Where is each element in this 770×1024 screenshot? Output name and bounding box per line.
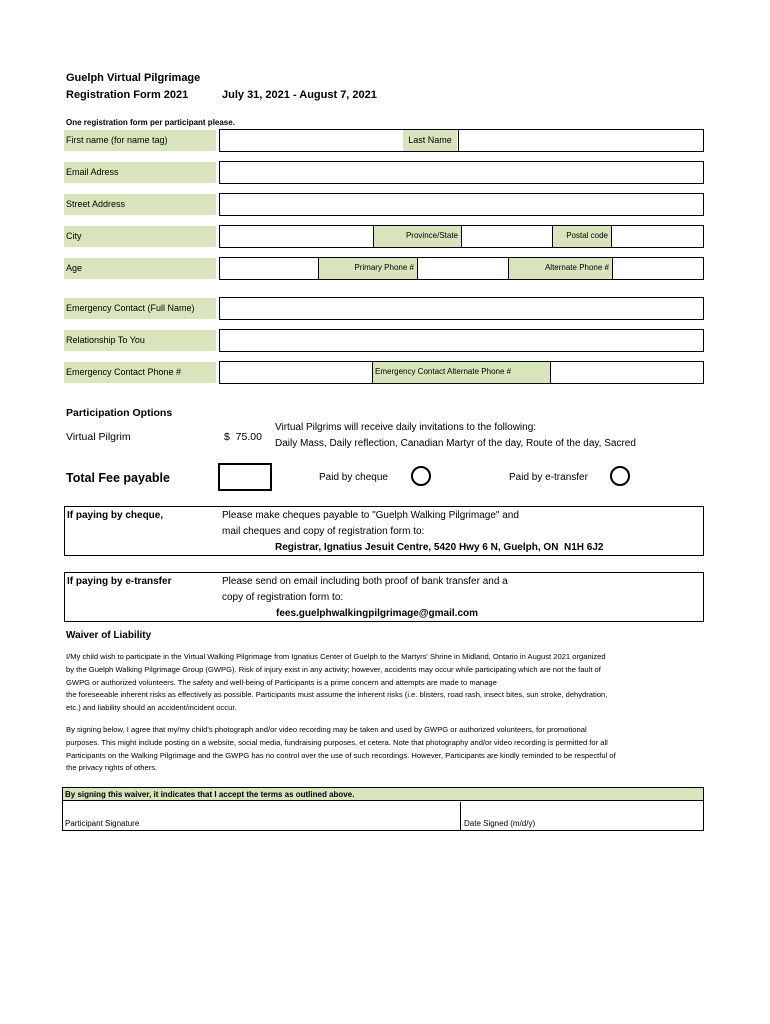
etransfer-line-2: copy of registration form to: [222, 592, 344, 603]
waiver-line: the foreseeable inherent risks as effectively as possible. Participants must assume the inherent risks (i.e. blisters, road rash, insect bites, sun stroke, dehydration, [66, 690, 608, 700]
date-signed-field[interactable] [461, 802, 703, 830]
signature-table [62, 787, 704, 831]
org-title: Guelph Virtual Pilgrimage [66, 72, 201, 84]
participant-signature-field[interactable] [63, 802, 461, 830]
participation-desc-2: Daily Mass, Daily reflection, Canadian Martyr of the day, Route of the day, Sacred [275, 438, 636, 449]
emergency-phone-label: Emergency Contact Phone # [64, 362, 216, 383]
waiver-heading: Waiver of Liability [66, 630, 152, 641]
waiver-line: GWPG or authorized volunteers. The safety and well-being of Participants is a prime concern and attempts are made to manage [66, 677, 497, 687]
postal-field[interactable] [613, 226, 703, 247]
cheque-address: Registrar, Ignatius Jesuit Centre, 5420 Hwy 6 N, Guelph, ON N1H 6J2 [275, 542, 604, 553]
paid-cheque-label: Paid by cheque [319, 472, 388, 483]
emergency-contact-field[interactable] [219, 297, 704, 320]
cheque-line-2: mail cheques and copy of registration form to: [222, 526, 425, 537]
participation-price: $ 75.00 [224, 431, 262, 443]
primary-phone-field[interactable] [419, 258, 507, 279]
waiver-line: By signing below, I agree that my/my child's photograph and/or video recording may be taken and used by GWPG or authorized volunteers, for promotional [66, 725, 587, 734]
participant-signature-label: Participant Signature [65, 819, 140, 828]
event-dates: July 31, 2021 - August 7, 2021 [222, 89, 377, 101]
waiver-line: the privacy rights of others. [66, 763, 158, 773]
first-name-field[interactable] [219, 129, 704, 152]
paid-cheque-radio[interactable] [411, 466, 431, 486]
cheque-panel [64, 506, 704, 556]
form-title: Registration Form 2021 [66, 89, 189, 101]
email-field[interactable] [219, 161, 704, 184]
street-label: Street Address [64, 194, 216, 215]
postal-label: Postal code [552, 226, 612, 247]
alternate-phone-label: Alternate Phone # [508, 258, 613, 279]
waiver-line: etc.) and liability should an accident/incident occur. [66, 703, 237, 713]
email-label: Email Adress [64, 162, 216, 183]
emergency-alt-phone-label: Emergency Contact Alternate Phone # [372, 362, 551, 383]
waiver-line: I/My child wish to participate in the Virtual Walking Pilgrimage from Ignatius Center of Guelph to the Martyrs' Shrine in Midland, Ontario in August 2021 organized [66, 652, 606, 661]
city-label: City [64, 226, 216, 247]
primary-phone-label: Primary Phone # [318, 258, 418, 279]
paid-etransfer-radio[interactable] [610, 466, 630, 486]
participation-desc-1: Virtual Pilgrims will receive daily invitations to the following: [275, 422, 537, 433]
waiver-line: Participants on the Walking Pilgrimage and the GWPG has no control over the use of such recordings. However, Participants are kindly reminded to be respectful of [66, 750, 616, 760]
etransfer-label: If paying by e-transfer [67, 576, 172, 587]
province-field[interactable] [463, 226, 551, 247]
street-field[interactable] [219, 193, 704, 216]
relationship-label: Relationship To You [64, 330, 216, 351]
paid-etransfer-label: Paid by e-transfer [509, 472, 588, 483]
cheque-label: If paying by cheque, [67, 510, 164, 521]
etransfer-panel [64, 572, 704, 622]
waiver-paragraph-1 [66, 651, 706, 715]
alternate-phone-field[interactable] [614, 258, 703, 279]
emergency-contact-label: Emergency Contact (Full Name) [64, 298, 216, 319]
waiver-paragraph-2 [66, 724, 706, 775]
waiver-line: by the Guelph Walking Pilgrimage Group (GWPG). Risk of injury exist in any activity; however, accidents may occur while participating which are not the fault of [66, 664, 601, 674]
etransfer-line-1: Please send on email including both proof of bank transfer and a [222, 576, 508, 587]
total-fee-field[interactable] [218, 463, 272, 491]
divider [458, 130, 459, 151]
form-note: One registration form per participant please. [66, 118, 235, 127]
etransfer-email: fees.guelphwalkingpilgrimage@gmail.com [276, 608, 479, 619]
total-fee-label: Total Fee payable [66, 471, 170, 485]
date-signed-label: Date Signed (m/d/y) [464, 819, 536, 828]
participation-option: Virtual Pilgrim [66, 431, 131, 443]
cheque-line-1: Please make cheques payable to "Guelph Walking Pilgrimage" and [222, 510, 519, 521]
age-label: Age [64, 258, 216, 279]
participation-heading: Participation Options [66, 407, 173, 419]
accept-terms-text: By signing this waiver, it indicates that I accept the terms as outlined above. [63, 788, 703, 801]
province-label: Province/State [373, 226, 462, 247]
emergency-alt-phone-field[interactable] [552, 362, 703, 383]
relationship-field[interactable] [219, 329, 704, 352]
first-name-label: First name (for name tag) [64, 130, 216, 151]
last-name-label: Last Name [403, 130, 457, 151]
waiver-line: purposes. This might include posting on a website, social media, fundraising purposes, et cetera. Note that photography and/or video recording is permitted for all [66, 737, 608, 747]
